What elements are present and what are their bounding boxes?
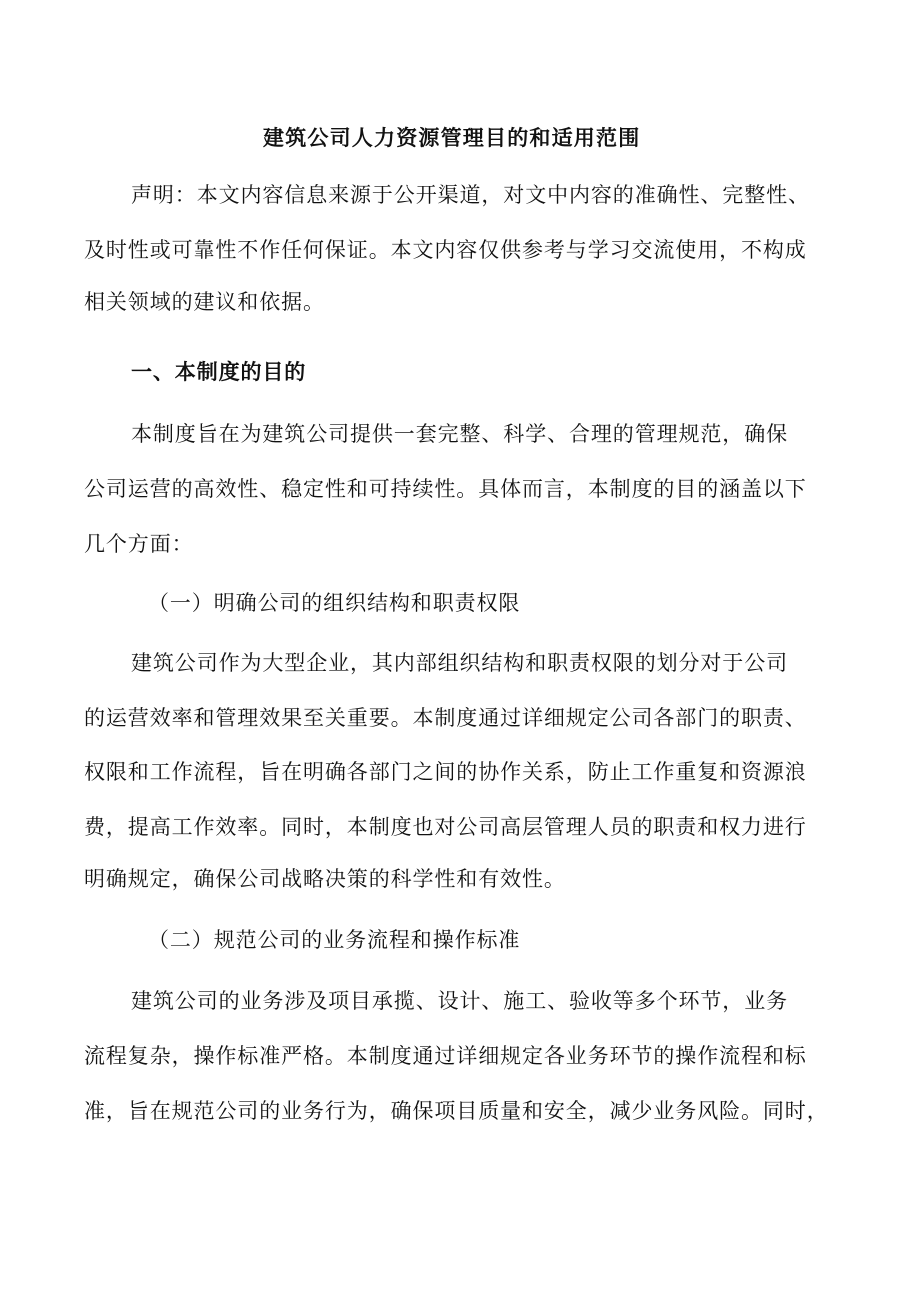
- disclaimer-line-2: 及时性或可靠性不作任何保证。本文内容仅供参考与学习交流使用，不构成: [84, 238, 807, 262]
- sub1-line-4: 费，提高工作效率。同时，本制度也对公司高层管理人员的职责和权力进行: [84, 815, 807, 839]
- subsection-heading-1: （一）明确公司的组织结构和职责权限: [148, 591, 521, 615]
- intro-line-2: 公司运营的高效性、稳定性和可持续性。具体而言，本制度的目的涵盖以下: [84, 477, 807, 501]
- disclaimer-line-1: 声明：本文内容信息来源于公开渠道，对文中内容的准确性、完整性、: [131, 183, 810, 207]
- sub2-line-1: 建筑公司的业务涉及项目承揽、设计、施工、验收等多个环节，业务: [131, 989, 788, 1013]
- sub2-line-3: 准，旨在规范公司的业务行为，确保项目质量和安全，减少业务风险。同时，: [84, 1099, 829, 1123]
- sub1-line-3: 权限和工作流程，旨在明确各部门之间的协作关系，防止工作重复和资源浪: [84, 760, 807, 784]
- sub1-line-2: 的运营效率和管理效果至关重要。本制度通过详细规定公司各部门的职责、: [84, 706, 807, 730]
- subsection-heading-2: （二）规范公司的业务流程和操作标准: [148, 928, 521, 952]
- sub1-line-1: 建筑公司作为大型企业，其内部组织结构和职责权限的划分对于公司: [131, 651, 788, 675]
- intro-line-1: 本制度旨在为建筑公司提供一套完整、科学、合理的管理规范，确保: [131, 422, 788, 446]
- page-title: 建筑公司人力资源管理目的和适用范围: [263, 125, 641, 150]
- sub2-line-2: 流程复杂，操作标准严格。本制度通过详细规定各业务环节的操作流程和标: [84, 1044, 807, 1068]
- sub1-line-5: 明确规定，确保公司战略决策的科学性和有效性。: [84, 867, 566, 891]
- disclaimer-line-3: 相关领域的建议和依据。: [84, 290, 325, 314]
- intro-line-3: 几个方面：: [84, 532, 194, 556]
- section-heading-purpose: 一、本制度的目的: [131, 359, 307, 384]
